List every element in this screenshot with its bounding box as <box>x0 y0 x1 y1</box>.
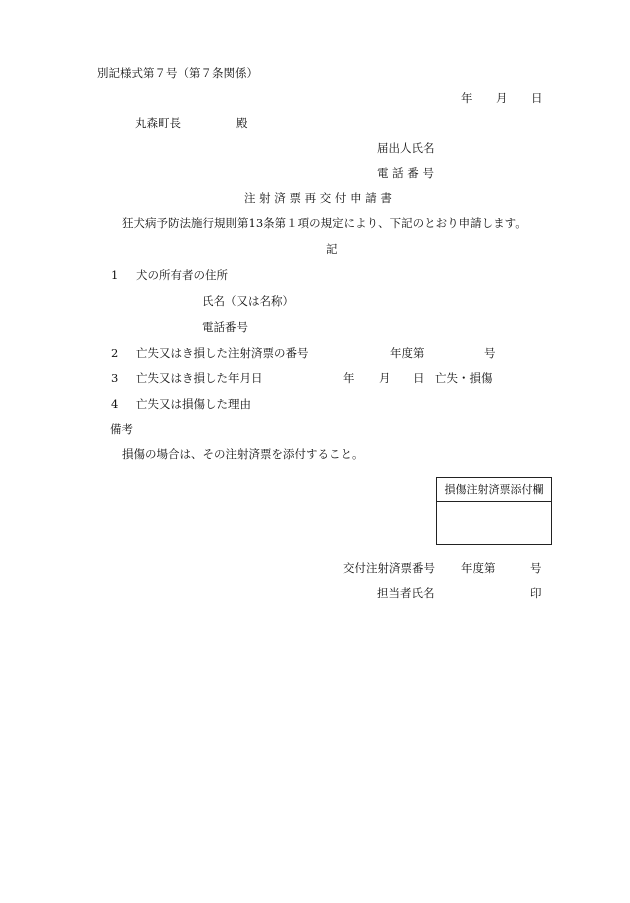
item-2-number: 2 <box>111 346 119 360</box>
applicant-phone-label: 電 話 番 号 <box>377 166 434 180</box>
attachment-box-header: 損傷注射済票添付欄 <box>437 478 551 502</box>
document-title: 注 射 済 票 再 交 付 申 請 書 <box>244 191 392 205</box>
date-year: 年 <box>461 91 473 105</box>
item-2-label: 亡失又はき損した注射済票の番号 <box>136 346 309 360</box>
remarks-heading: 備考 <box>110 422 133 436</box>
issued-number-label: 交付注射済票番号 <box>343 561 435 575</box>
intro-text: 狂犬病予防法施行規則第13条第１項の規定により、下記のとおり申請します。 <box>122 216 527 230</box>
item-2-year-label: 年度第 <box>390 346 425 360</box>
item-3-year: 年 <box>343 371 355 385</box>
recipient-honorific: 殿 <box>236 116 248 130</box>
remarks-text: 損傷の場合は、その注射済票を添付すること。 <box>122 447 364 461</box>
item-2-number-suffix: 号 <box>484 346 496 360</box>
ki-label: 記 <box>326 242 338 256</box>
item-3-number: 3 <box>111 371 119 385</box>
item-4-label: 亡失又は損傷した理由 <box>136 397 251 411</box>
item-3-label: 亡失又はき損した年月日 <box>136 371 263 385</box>
owner-name-label: 氏名（又は名称） <box>202 294 294 308</box>
form-label: 別記様式第７号（第７条関係） <box>97 66 258 80</box>
item-3-month: 月 <box>379 371 391 385</box>
applicant-name-label: 届出人氏名 <box>377 141 435 155</box>
staff-seal: 印 <box>530 586 542 600</box>
item-1-label: 犬の所有者の住所 <box>136 268 228 282</box>
date-day: 日 <box>531 91 543 105</box>
item-4-number: 4 <box>111 397 119 411</box>
item-3-day: 日 <box>413 371 425 385</box>
staff-name-label: 担当者氏名 <box>377 586 435 600</box>
item-1-number: 1 <box>111 268 119 282</box>
issued-number-suffix: 号 <box>530 561 542 575</box>
item-3-options: 亡失・損傷 <box>435 371 493 385</box>
attachment-box <box>436 477 552 545</box>
issued-year-label: 年度第 <box>461 561 496 575</box>
date-month: 月 <box>496 91 508 105</box>
owner-phone-label: 電話番号 <box>202 320 248 334</box>
recipient-name: 丸森町長 <box>135 116 181 130</box>
